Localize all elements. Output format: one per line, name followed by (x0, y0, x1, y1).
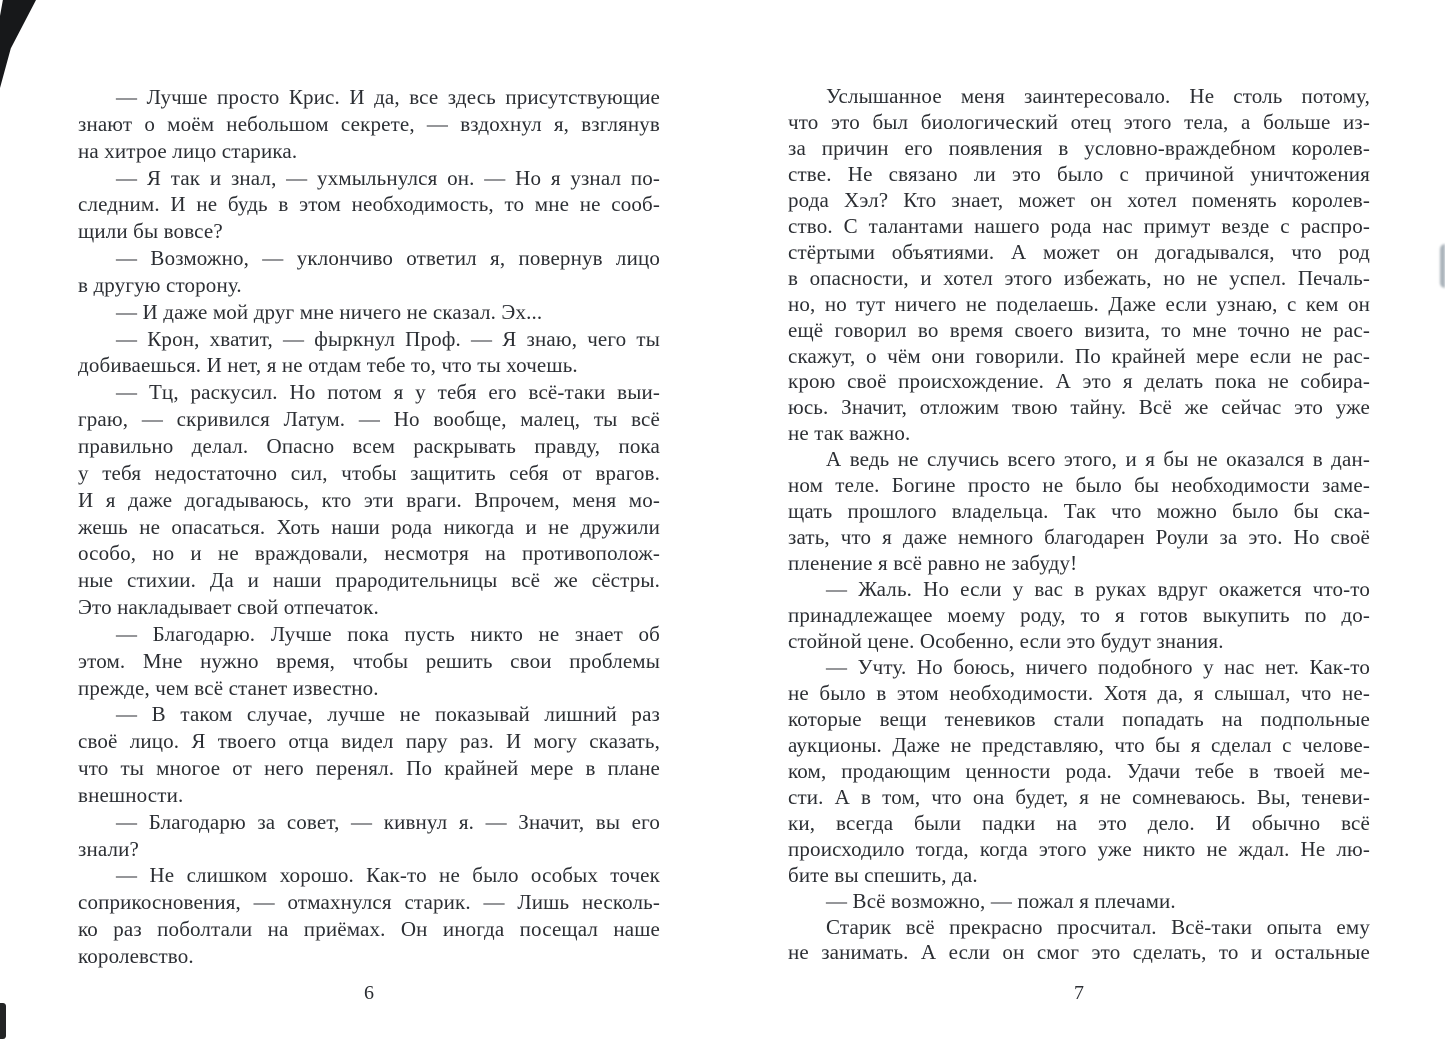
text-line: не занимать. А если он смог это сделать, то и остальные (788, 940, 1370, 965)
page-left (78, 0, 660, 1061)
text-line: Старик всё прекрасно просчитал. Всё-таки опыта ему (826, 914, 1370, 939)
text-line: крою своё происхождение. А это я делать пока не собира- (788, 369, 1370, 394)
text-line: у тебя недостаточно сил, чтобы защитить себя от врагов. (78, 460, 660, 485)
text-line: граю, — скривился Латум. — Но вообще, малец, ты всё (78, 407, 660, 432)
text-line: особо, но и не враждовали, несмотря на противополож- (78, 541, 660, 566)
text-line: происходило тогда, когда этого уже никто не ждал. Не лю- (788, 836, 1370, 861)
text-line: ком, продающим ценности рода. Удачи тебе в твоей ме- (788, 758, 1370, 783)
text-line: рода Хэл? Кто знает, может он хотел поменять королев- (788, 187, 1370, 212)
scan-blemish-right-edge (1440, 244, 1445, 288)
text-line: сти. А в том, что она будет, я не сомневаюсь. Вы, теневи- (788, 784, 1370, 809)
text-line: скажут, о чём они говорили. По крайней мере если не рас- (788, 343, 1370, 368)
text-line: стойной цене. Особенно, если это будут знания. (788, 629, 1224, 654)
text-line: аукционы. Даже не представляю, что бы я сделал с челове- (788, 732, 1370, 757)
scan-blemish-bottom-left (0, 1003, 6, 1039)
page-right-number: 7 (1074, 982, 1084, 1004)
text-line: зать, что я даже немного благодарен Роули за это. Но своё (788, 525, 1370, 550)
text-line: соприкосновения, — отмахнулся старик. — Лишь несколь- (78, 890, 660, 915)
text-line: королевство. (78, 944, 194, 968)
text-line: Это накладывает свой отпечаток. (78, 595, 379, 620)
text-line: что это был биологический отец этого тела, а больше из- (788, 109, 1370, 134)
text-line: прежде, чем всё станет известно. (78, 675, 379, 700)
text-line: принадлежащее моему роду, то я готов выкупить по до- (788, 603, 1370, 628)
text-line: — Учту. Но боюсь, ничего подобного у нас нет. Как-то (826, 654, 1370, 679)
text-line: щать прошлого владельца. Так что можно было бы ска- (788, 499, 1370, 524)
page-right (788, 0, 1370, 1061)
text-line: бите вы спешить, да. (788, 862, 978, 887)
text-line: — Возможно, — уклончиво ответил я, повернув лицо (116, 246, 660, 271)
text-line: своё лицо. Я твоего отца видел пару раз. И могу сказать, (78, 729, 660, 754)
text-line: — Я так и знал, — ухмыльнулся он. — Но я узнал по- (116, 165, 660, 190)
text-line: ещё говорил во время своего визита, то мне точно не рас- (788, 317, 1370, 342)
text-line: на хитрое лицо старика. (78, 138, 298, 163)
text-line: ные стихии. Да и наши прародительницы всё же сёстры. (78, 568, 660, 593)
text-line: пленение я всё равно не забуду! (788, 551, 1078, 576)
text-line: — В таком случае, лучше не показывай лишний раз (116, 702, 660, 727)
text-line: стве. Не связано ли это было с причиной уничтожения (788, 161, 1370, 186)
text-line: Услышанное меня заинтересовало. Не столь потому, (826, 84, 1370, 108)
text-line: не так важно. (788, 421, 911, 446)
text-line: юсь. Значит, отложим твою тайну. Всё же сейчас это уже (788, 395, 1370, 420)
text-line: которые вещи теневиков стали попадать на подпольные (788, 706, 1370, 731)
text-line: — Благодарю. Лучше пока пусть никто не знает об (116, 621, 660, 646)
text-line: правильно делал. Опасно всем раскрывать правду, пока (78, 433, 660, 458)
page-left-text (78, 84, 660, 970)
text-line: знали? (78, 836, 139, 861)
text-line: — Благодарю за совет, — кивнул я. — Значит, вы его (116, 809, 660, 834)
text-line: в опасности, и хотел этого избежать, но не успел. Печаль- (788, 265, 1370, 290)
text-line: щили бы вовсе? (78, 219, 223, 244)
text-line: ном теле. Богине просто не было бы необходимости заме- (788, 473, 1370, 498)
page-right-text (788, 84, 1370, 966)
text-line: в другую сторону. (78, 272, 242, 297)
text-line: добиваешься. И нет, я не отдам тебе то, что ты хочешь. (78, 353, 578, 378)
text-line: ки, всегда были падки на это дело. И обычно всё (788, 810, 1370, 835)
text-line: жешь не опасаться. Хоть наши рода никогда и не дружили (78, 514, 660, 539)
text-line: ство. С талантами нашего рода нас примут везде с распро- (788, 213, 1370, 238)
text-line: — Крон, хватит, — фыркнул Проф. — Я знаю, чего ты (116, 326, 660, 351)
text-line: — И даже мой друг мне ничего не сказал. Эх... (116, 299, 543, 324)
text-line: следним. И не будь в этом необходимость, то мне не сооб- (78, 192, 660, 217)
text-line: стёртыми объятиями. А может он догадывался, что род (788, 239, 1370, 264)
text-line: но, но тут ничего не поделаешь. Даже если узнаю, с кем он (788, 291, 1370, 316)
text-line: что ты многое от него перенял. По крайней мере в плане (78, 756, 660, 781)
text-line: внешности. (78, 782, 184, 807)
text-line: — Жаль. Но если у вас в руках вдруг окажется что-то (826, 577, 1370, 602)
page-left-number: 6 (364, 982, 374, 1004)
text-line: — Тц, раскусил. Но потом я у тебя его всё-таки выи- (116, 380, 660, 405)
text-line: И я даже догадываюсь, кто эти враги. Впрочем, меня мо- (78, 487, 660, 512)
text-line: этом. Мне нужно время, чтобы решить свои проблемы (78, 648, 660, 673)
scan-blemish-top-left (0, 0, 36, 88)
text-line: не было в этом необходимости. Хотя да, я слышал, что не- (788, 680, 1370, 705)
text-line: — Лучше просто Крис. И да, все здесь присутствующие (116, 85, 660, 109)
text-line: А ведь не случись всего этого, и я бы не оказался в дан- (826, 447, 1370, 472)
text-line: — Всё возможно, — пожал я плечами. (826, 888, 1176, 913)
text-line: за причин его появления в условно-враждебном королев- (788, 135, 1370, 160)
text-line: знают о моём небольшом секрете, — вздохнул я, взглянув (78, 111, 660, 136)
text-line: ко раз поболтали на приёмах. Он иногда посещал наше (78, 917, 660, 942)
text-line: — Не слишком хорошо. Как-то не было особых точек (116, 863, 660, 888)
